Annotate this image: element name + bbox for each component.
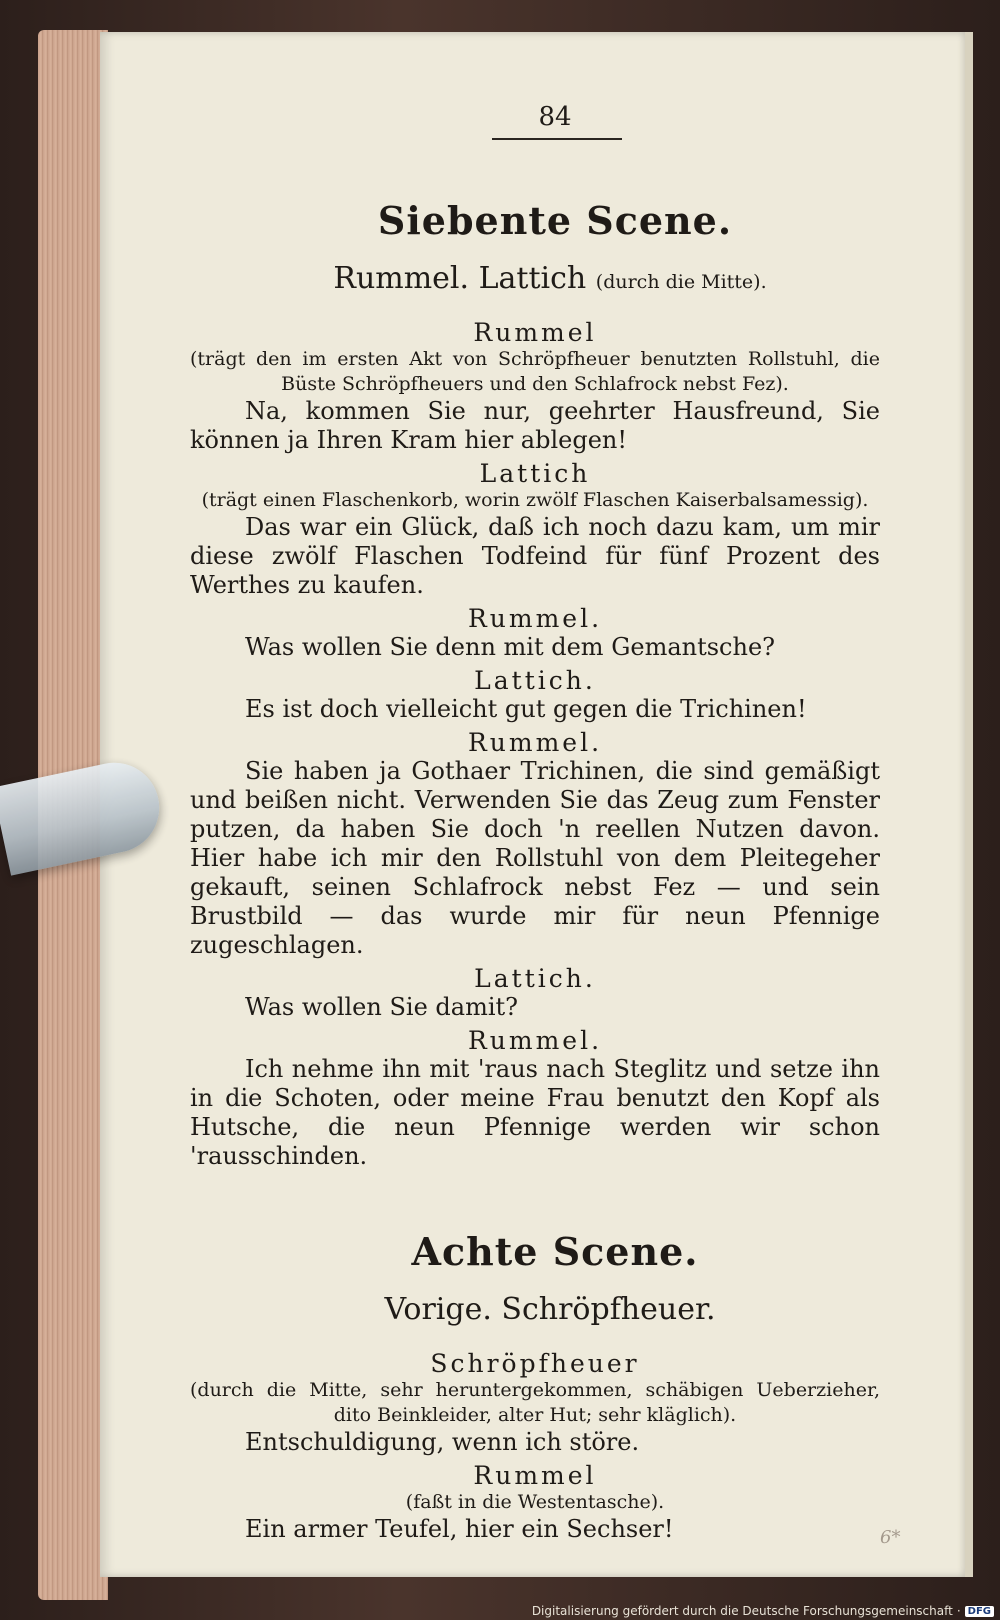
footer-text: Digitalisierung gefördert durch die Deutsche Forschungsgemeinschaft [531,1604,953,1618]
scene1-speech: Na, kommen Sie nur, geehrter Hausfreund, Sie können ja Ihren Kram hier ablegen! [190,397,880,454]
scene2-speech: Entschuldigung, wenn ich störe. [245,1428,640,1456]
next-page-edge [965,32,973,1577]
scene1-speaker: Rummel. [467,604,603,633]
page-number-rule [492,138,622,140]
scene-2-dialogue [190,1349,880,1544]
scene1-stage: (trägt einen Flaschenkorb, worin zwölf Flaschen Kaiserbalsamessig). [201,489,869,511]
signature-mark: 6* [880,1527,901,1548]
scene1-stage: (trägt den im ersten Akt von Schröpfheuer benutzten Rollstuhl, die Büste Schröpfheuers und den Schlafrock nebst Fez). [190,348,880,395]
persons-main: Rummel. Lattich [333,261,587,296]
scene1-speech: Das war ein Glück, daß ich noch dazu kam, um mir diese zwölf Flaschen Todfeind für fünf Prozent des Werthes zu kaufen. [190,513,880,599]
scene1-speaker: Lattich [479,459,591,488]
scene1-speech: Ich nehme ihn mit 'raus nach Steglitz und setze ihn in die Schoten, oder meine Frau benutzt den Kopf als Hutsche, die neun Pfennige werden wir schon 'rausschinden. [190,1055,880,1170]
page-number: 84 [538,102,572,132]
scene1-speech: Es ist doch vielleicht gut gegen die Trichinen! [245,695,807,723]
dfg-logo-icon: DFG [965,1606,994,1617]
scene-persons-1 [220,261,880,296]
footer: Digitalisierung gefördert durch die Deutsche Forschungsgemeinschaft · DFG [532,1604,994,1618]
scene-title-2: Achte Scene. [411,1229,699,1274]
scene1-speaker: Lattich. [474,964,596,993]
scene2-stage: (faßt in die Westentasche). [405,1491,665,1513]
scene1-speech: Was wollen Sie denn mit dem Gemantsche? [245,633,776,661]
scene1-speech: Sie haben ja Gothaer Trichinen, die sind gemäßigt und beißen nicht. Verwenden Sie das Zeug zum Fenster putzen, da haben Sie doch 'n reellen Nutzen davon. Hier habe ich mir den Rollstuhl von dem Pleitegeher gekauft, seinen Schlafrock nebst Fez — und sein Brustbild — das wurde mir für neun Pfennige zugeschlagen. [190,757,880,959]
scene-title-1: Siebente Scene. [377,198,733,243]
page-text [190,102,880,1544]
scene2-stage: (durch die Mitte, sehr heruntergekommen, schäbigen Ueberzieher, dito Beinkleider, alter Hut; sehr kläglich). [190,1379,880,1426]
scene2-speaker: Schröpfheuer [430,1349,640,1378]
scene-persons-2: Vorige. Schröpfheuer. [384,1292,716,1327]
scene1-speaker: Rummel [473,318,597,347]
scene1-speaker: Lattich. [474,666,596,695]
scene2-speech: Ein armer Teufel, hier ein Sechser! [245,1515,674,1543]
scene1-speaker: Rummel. [467,1026,603,1055]
scene-1-dialogue [190,318,880,1171]
persons-note: (durch die Mitte). [595,271,767,293]
scene2-speaker: Rummel [473,1461,597,1490]
scene1-speech: Was wollen Sie damit? [245,993,519,1021]
book-page [100,32,965,1577]
scene1-speaker: Rummel. [467,728,603,757]
